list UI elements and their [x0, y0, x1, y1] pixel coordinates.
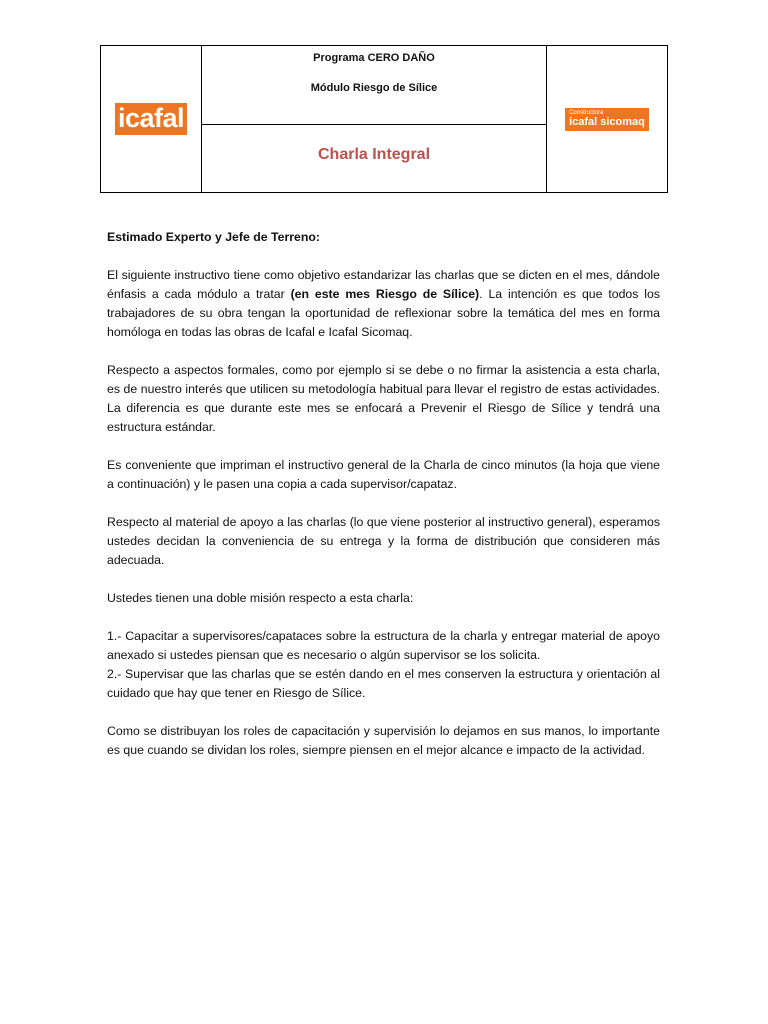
- talk-title: Charla Integral: [317, 145, 431, 163]
- paragraph-printing: Es conveniente que impriman el instructivo general de la Charla de cinco minutos (la hoja que viene a continuación) y le pasen una copia a cada supervisor/capataz.: [107, 458, 660, 491]
- module-title: Módulo Riesgo de Sílice: [310, 82, 438, 94]
- program-cell: [202, 46, 547, 125]
- objective-text-end: . La intención es que todos los trabajadores de su obra tengan la oportunidad de reflexionar sobre la temática del mes en forma homóloga en todas las obras de Icafal e Icafal Sicomaq.: [107, 287, 660, 339]
- objective-text-start: El siguiente instructivo tiene como objetivo estandarizar las charlas que se dicten en el mes, dándole énfasis a cada módulo a tratar: [107, 268, 660, 301]
- icafal-sicomaq-logo: [565, 108, 649, 131]
- logo-name: icafal sicomaq: [569, 115, 645, 128]
- program-title: Programa CERO DAÑO: [313, 52, 435, 64]
- paragraph-support-material: Respecto al material de apoyo a las charlas (lo que viene posterior al instructivo general), esperamos ustedes decidan la conveniencia de su entrega y la forma de distribución que consideren más adecuada.: [107, 515, 660, 567]
- right-logo-cell: [547, 46, 668, 193]
- paragraph-mission-intro: Ustedes tienen una doble misión respecto a esta charla:: [107, 591, 414, 605]
- document-body: [107, 228, 660, 779]
- mission-item-1: 1.- Capacitar a supervisores/capataces sobre la estructura de la charla y entregar material de apoyo anexado si ustedes piensan que es necesario o algún supervisor se los solicita.: [107, 629, 660, 662]
- talk-title-cell: [202, 125, 547, 193]
- document-header: [100, 45, 668, 193]
- icafal-logo: icafal: [115, 103, 187, 135]
- greeting: Estimado Experto y Jefe de Terreno:: [107, 230, 320, 244]
- objective-emphasis: (en este mes Riesgo de Sílice): [290, 287, 480, 301]
- left-logo-cell: [101, 46, 202, 193]
- logo-subtitle: Constructora: [569, 109, 604, 116]
- paragraph-objective: [107, 266, 660, 342]
- paragraph-roles: Como se distribuyan los roles de capacitación y supervisión lo dejamos en sus manos, lo importante es que cuando se dividan los roles, siempre piensen en el mejor alcance e impacto de la actividad.: [107, 724, 660, 757]
- paragraph-formal-aspects: Respecto a aspectos formales, como por ejemplo si se debe o no firmar la asistencia a esta charla, es de nuestro interés que utilicen su metodología habitual para llevar el registro de estas actividades. La diferencia es que durante este mes se enfocará a Prevenir el Riesgo de Sílice y tendrá una estructura estándar.: [107, 363, 660, 434]
- mission-item-2: 2.- Supervisar que las charlas que se estén dando en el mes conserven la estructura y orientación al cuidado que hay que tener en Riesgo de Sílice.: [107, 667, 660, 700]
